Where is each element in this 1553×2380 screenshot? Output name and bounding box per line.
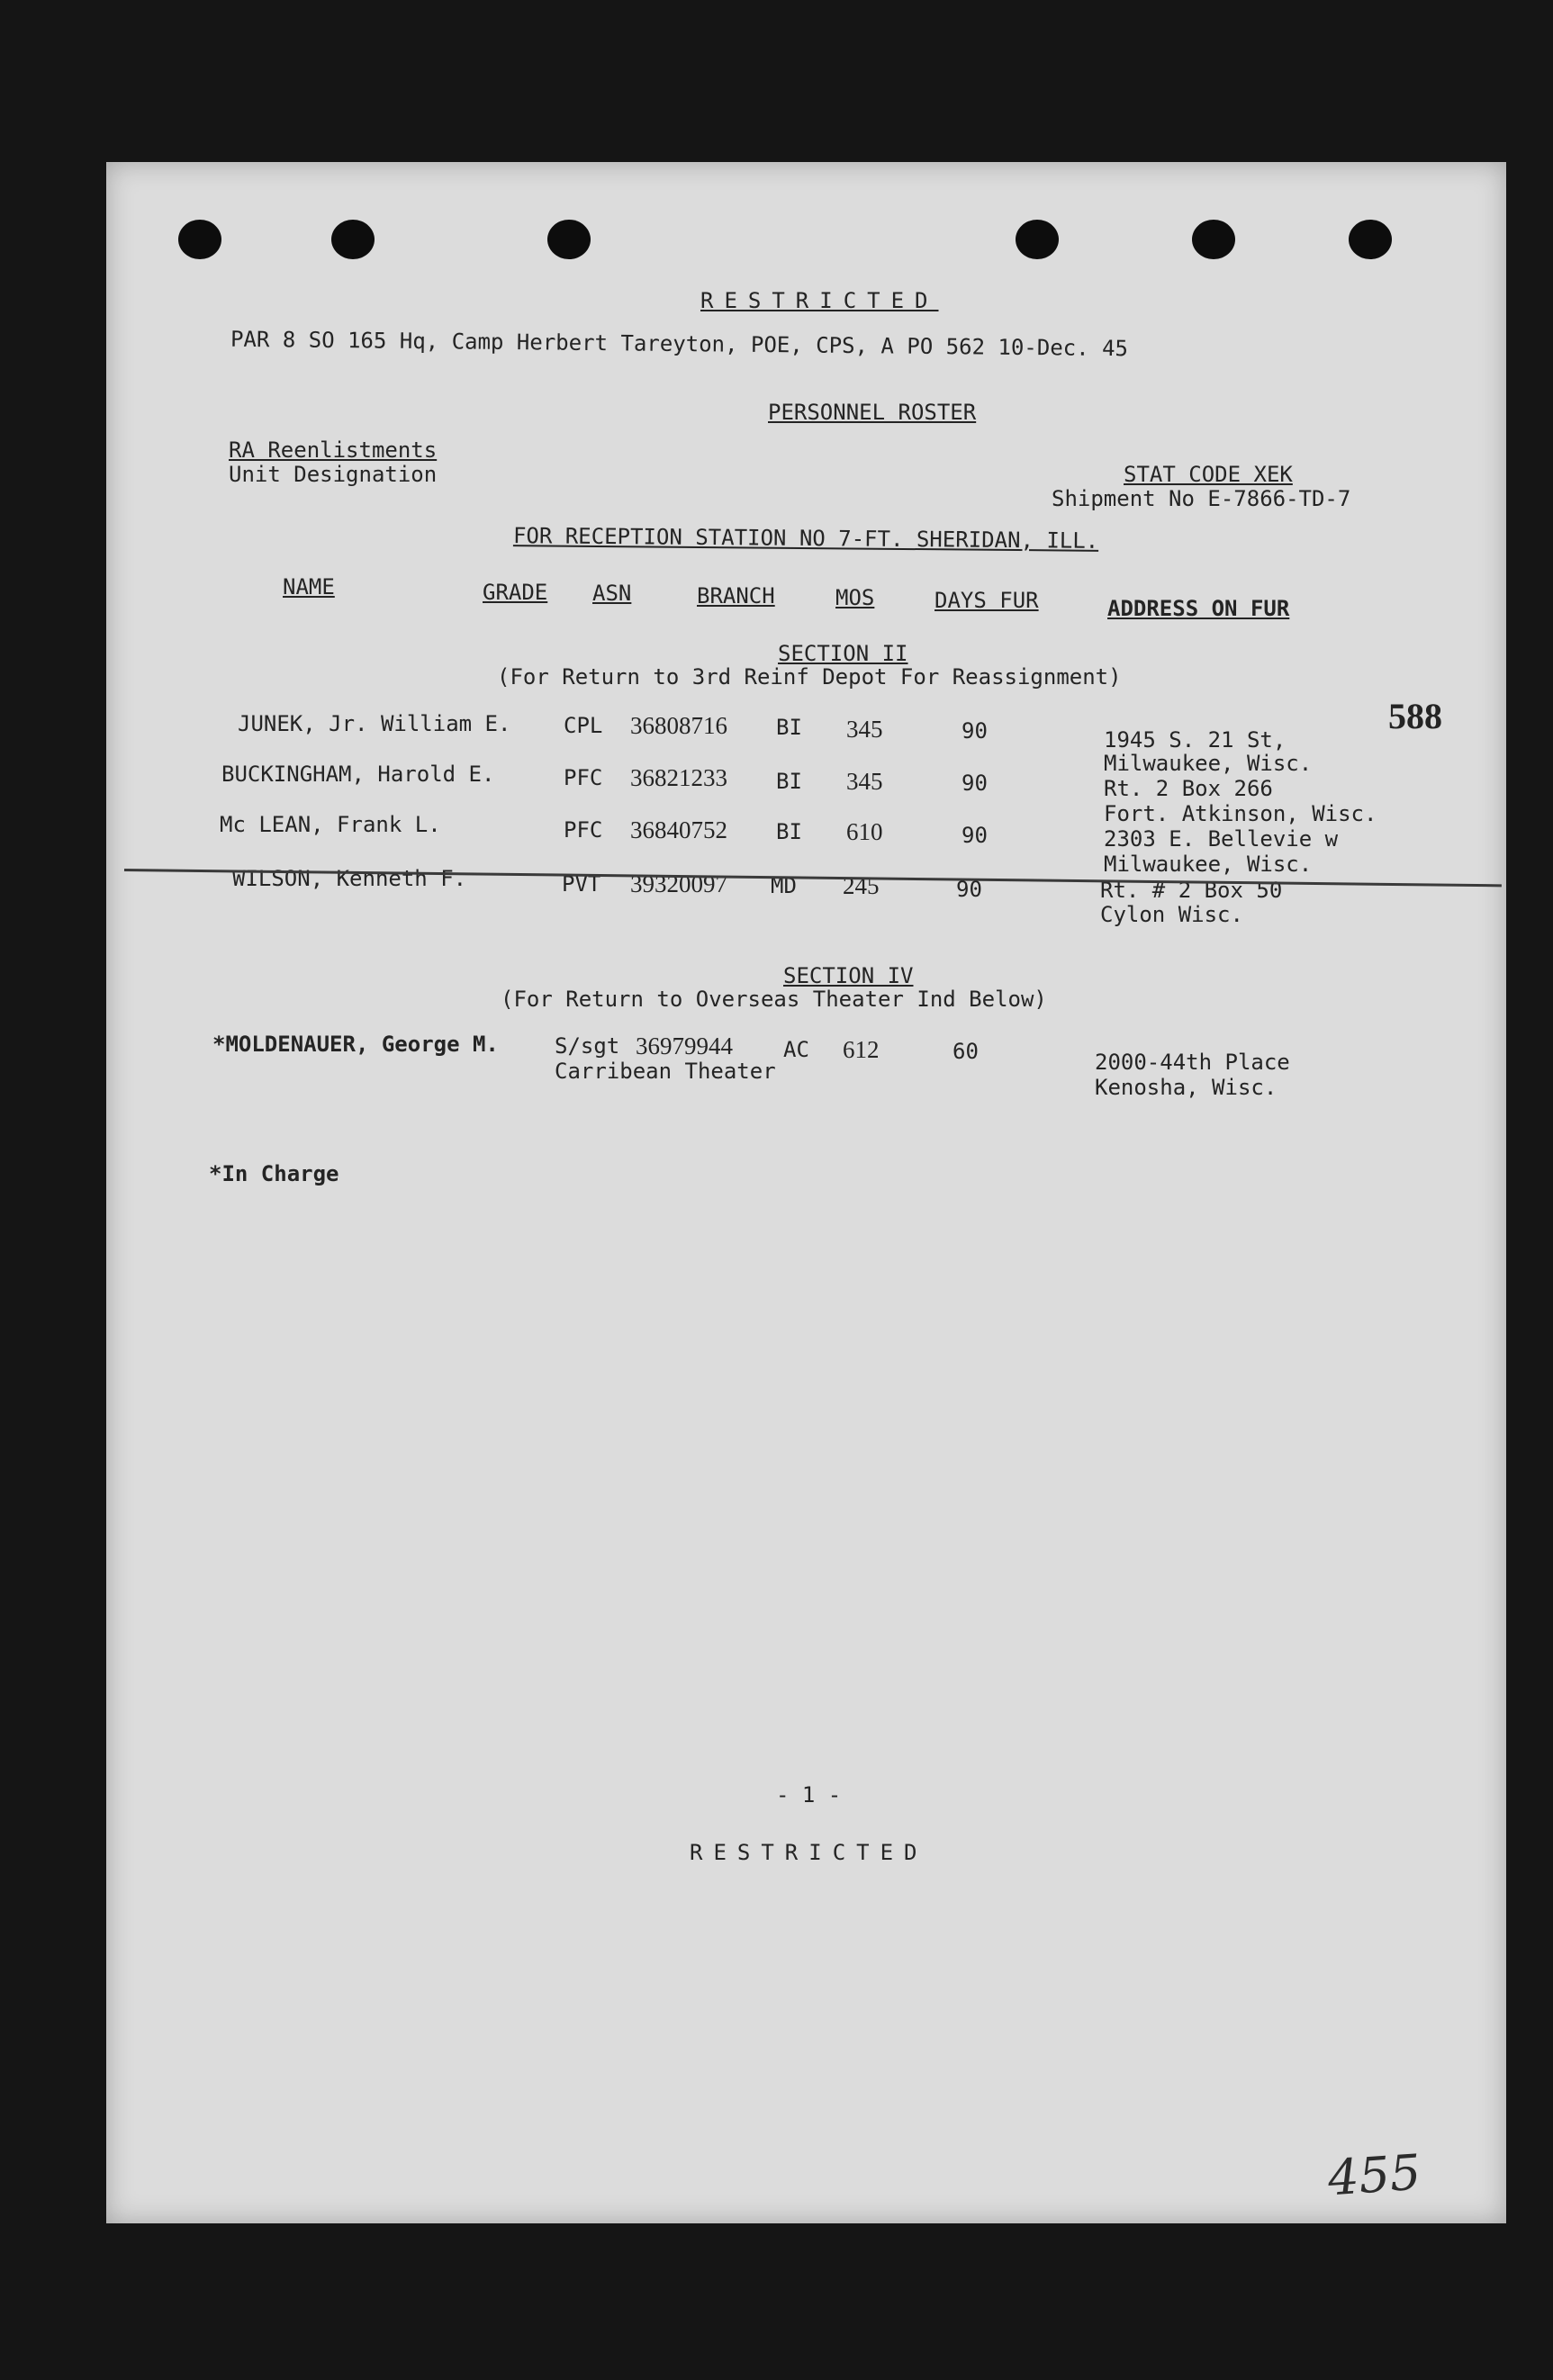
roster-name: *MOLDENAUER, George M. — [212, 1032, 499, 1057]
column-header-name: NAME — [283, 574, 335, 600]
roster-branch: MD — [771, 873, 797, 898]
roster-address-line2: Milwaukee, Wisc. — [1104, 852, 1313, 877]
punch-hole — [1016, 220, 1059, 259]
roster-name: JUNEK, Jr. William E. — [238, 711, 511, 736]
roster-mos: 345 — [846, 716, 883, 743]
column-header-grade: GRADE — [483, 580, 548, 605]
destination-line: FOR RECEPTION STATION NO 7-FT. SHERIDAN, ILL. — [512, 523, 1099, 554]
roster-grade: S/sgt — [555, 1033, 620, 1059]
roster-branch: BI — [776, 715, 802, 740]
column-header-days: DAYS FUR — [935, 588, 1039, 613]
roster-days: 60 — [953, 1039, 979, 1064]
roster-theater: Carribean Theater — [555, 1059, 776, 1084]
section-iv-subtitle: (For Return to Overseas Theater Ind Below) — [501, 987, 1047, 1012]
roster-branch: AC — [783, 1037, 809, 1062]
roster-address-line1: Rt. # 2 Box 50 — [1100, 878, 1283, 903]
roster-grade: PFC — [564, 765, 603, 790]
unit-designation-label: Unit Designation — [229, 462, 438, 487]
roster-address-line2: Fort. Atkinson, Wisc. — [1104, 801, 1377, 826]
roster-name: BUCKINGHAM, Harold E. — [221, 762, 495, 787]
punch-hole — [331, 220, 375, 259]
orders-line: PAR 8 SO 165 Hq, Camp Herbert Tareyton, POE, CPS, A PO 562 10-Dec. 45 — [230, 326, 1129, 362]
roster-mos: 610 — [846, 818, 883, 845]
roster-asn: 36808716 — [630, 712, 727, 739]
roster-days: 90 — [956, 877, 982, 902]
roster-days: 90 — [962, 823, 988, 848]
roster-name: WILSON, Kenneth F. — [232, 866, 467, 891]
roster-asn: 36821233 — [630, 764, 727, 791]
roster-asn: 36979944 — [636, 1032, 733, 1059]
roster-title: PERSONNEL ROSTER — [768, 400, 977, 425]
column-header-address: ADDRESS ON FUR — [1107, 596, 1290, 621]
punch-hole — [1192, 220, 1235, 259]
document-page — [106, 162, 1506, 2223]
stat-code: STAT CODE XEK — [1124, 462, 1293, 487]
handwritten-number: 455 — [1325, 2143, 1423, 2207]
roster-days: 90 — [962, 718, 988, 744]
punch-hole — [178, 220, 221, 259]
roster-address-line1: 2303 E. Bellevie w — [1104, 826, 1339, 852]
roster-grade: PVT — [562, 871, 601, 897]
unit-name: RA Reenlistments — [229, 437, 438, 463]
column-header-branch: BRANCH — [697, 583, 775, 609]
punch-hole — [1349, 220, 1392, 259]
roster-address-line2: Kenosha, Wisc. — [1095, 1075, 1278, 1100]
section-ii-subtitle: (For Return to 3rd Reinf Depot For Reassignment) — [497, 664, 1122, 690]
punch-hole — [547, 220, 591, 259]
roster-asn: 36840752 — [630, 816, 727, 843]
roster-days: 90 — [962, 771, 988, 796]
column-header-asn: ASN — [592, 581, 632, 606]
section-ii-title: SECTION II — [778, 641, 908, 666]
roster-address-line1: 1945 S. 21 St, — [1104, 727, 1287, 753]
roster-branch: BI — [776, 819, 802, 844]
column-header-mos: MOS — [835, 585, 875, 610]
roster-address-line1: 2000-44th Place — [1095, 1050, 1290, 1075]
restricted-header: RESTRICTED — [700, 288, 939, 313]
roster-asn: 39320097 — [630, 870, 727, 897]
roster-grade: PFC — [564, 817, 603, 843]
stamped-number: 588 — [1388, 696, 1442, 736]
roster-mos: 612 — [843, 1036, 880, 1063]
roster-name: Mc LEAN, Frank L. — [220, 812, 441, 837]
roster-address-line1: Rt. 2 Box 266 — [1104, 776, 1273, 801]
roster-grade: CPL — [564, 713, 603, 738]
roster-address-line2: Cylon Wisc. — [1100, 902, 1243, 927]
roster-mos: 345 — [846, 768, 883, 795]
section-iv-title: SECTION IV — [783, 963, 914, 988]
shipment-number: Shipment No E-7866-TD-7 — [1052, 486, 1351, 511]
restricted-footer: RESTRICTED — [690, 1840, 928, 1865]
page-number: - 1 - — [776, 1782, 842, 1808]
roster-mos: 245 — [843, 872, 880, 899]
roster-branch: BI — [776, 769, 802, 794]
footnote-in-charge: *In Charge — [209, 1161, 339, 1186]
roster-address-line2: Milwaukee, Wisc. — [1104, 751, 1313, 776]
